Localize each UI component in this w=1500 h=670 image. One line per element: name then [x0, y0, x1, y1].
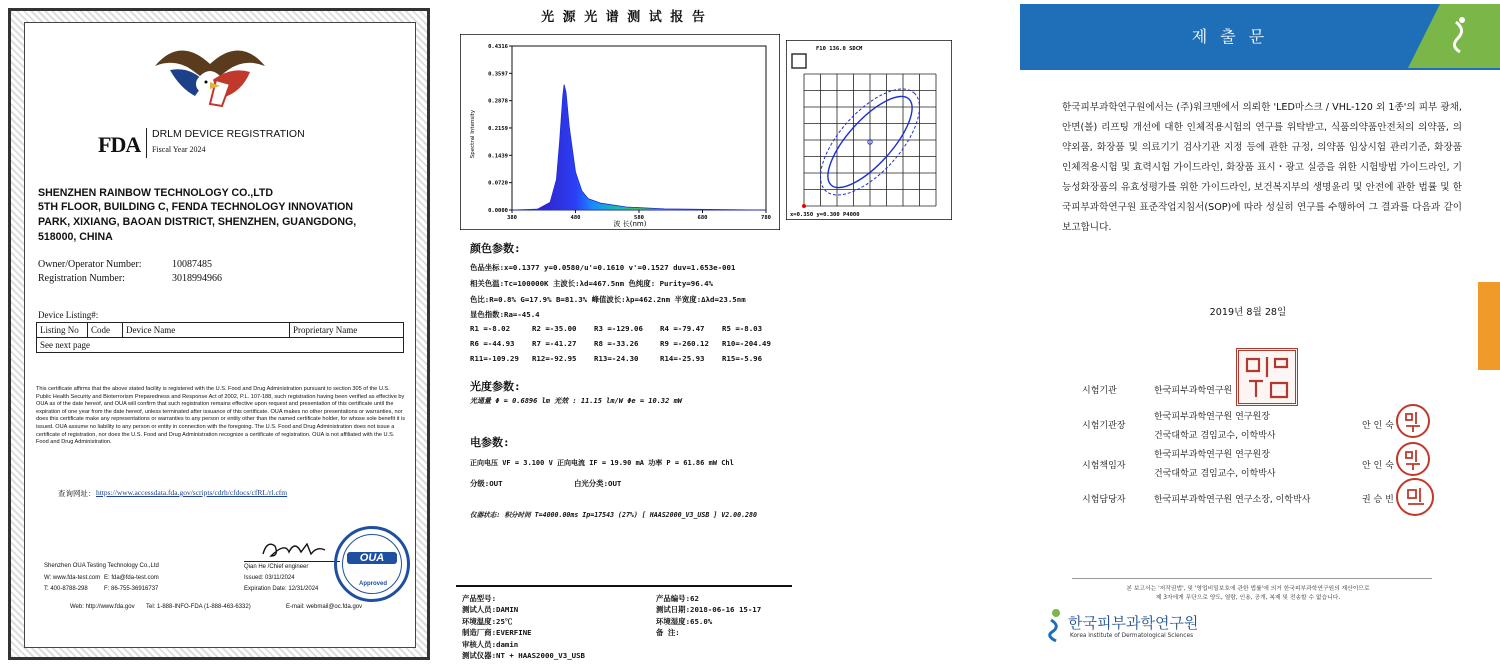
- x-tick-label: 680: [697, 215, 708, 221]
- ri-value: R2 =-35.00: [532, 324, 577, 333]
- signer-name: 안 인 숙: [1362, 461, 1394, 471]
- notice-line: 본 보고서는 '저작권법', 및 '영업비밀보호에 관한 법률'에 의거 한국피부과학연구원의 재산이므로: [1126, 586, 1370, 592]
- device-listing-label: Device Listing#:: [38, 310, 99, 320]
- spectrum-report-panel: [456, 0, 792, 670]
- certificate-title: DRLM DEVICE REGISTRATION: [152, 128, 305, 140]
- cie-frame: [786, 40, 952, 220]
- x-tick-label: 380: [507, 215, 517, 221]
- owner-label: Owner/Operator Number:: [38, 259, 142, 270]
- x-tick-label: 480: [570, 215, 581, 221]
- footer-field: 审核人员:damin: [462, 639, 519, 649]
- chromaticity-chart: [786, 40, 952, 220]
- report-date: 2019년 8월 28일: [1209, 307, 1287, 318]
- fiscal-year: Fiscal Year 2024: [152, 145, 206, 154]
- ri-value: R7 =-41.27: [532, 339, 577, 348]
- y-tick-label: 0.0720: [488, 180, 508, 187]
- cie-footer: x=0.350 y=0.300 P4000: [790, 212, 860, 218]
- seal-oua-text: OUA: [347, 552, 397, 564]
- institution-seal-icon: [1236, 348, 1298, 406]
- footer-web: Web: http://www.fda.gov: [70, 604, 135, 610]
- eagle-flag-emblem-icon: [150, 36, 270, 116]
- ri-value: R6 =-44.93: [470, 339, 515, 348]
- query-label: 查询网址：: [58, 489, 96, 498]
- notice-line: 제 3자에게 무단으로 양도, 열람, 인용, 공개, 복제 및 전송할 수 없습니다.: [1155, 595, 1341, 601]
- expiration-date: Expiration Date: 12/31/2024: [244, 586, 319, 592]
- signer-name: 권 승 빈: [1362, 495, 1394, 505]
- issuer-tel: T: 400-8788-298: [44, 586, 88, 592]
- spectrum-chart: [460, 34, 780, 230]
- cie-header: F10 136.0 SDCM: [816, 46, 863, 52]
- ri-value: R1 =-8.02: [470, 324, 511, 333]
- row-line: 건국대학교 겸임교수, 이학박사: [1154, 431, 1276, 441]
- footer-field: 产品型号:: [462, 594, 497, 603]
- footer-field: 产品编号:62: [656, 594, 699, 603]
- issuer-email: E: fda@fda-test.com: [104, 575, 159, 581]
- logo-korean: 한국피부과학연구원: [1068, 614, 1199, 632]
- ri-index-grid: [470, 324, 790, 369]
- color-line: 显色指数:Ra=-45.4: [470, 310, 540, 319]
- color-line: 相关色温:Tc=100000K 主波长:λd=467.5nm 色纯度: Purity=96.4%: [470, 279, 713, 288]
- row-label: 시험기관장: [1082, 421, 1126, 431]
- table-header: Proprietary Name: [290, 323, 404, 338]
- table-row: [37, 338, 404, 353]
- color-line: 色品坐标:x=0.1377 y=0.0580/u'=0.1610 v'=0.1527 duv=1.653e-001: [470, 263, 736, 272]
- y-tick-label: 0.2878: [488, 98, 508, 105]
- legal-text: This certificate affirms that the above stated facility is registered with the U.S. Food and Drug Administration pursuant to section 305 of the U.S. Public Health Security and Bioterrorism Preparedness and Response Act of 2002, P.L. 107-188, such registration having been verified as effective by OUA as of the date hereof, and OUA will confirm that such registration remains effective upon request and presentation of this certificate until the expiration of one year from the date hereof, unless terminated after issuance of this certificate. OUA makes no other presentations or warranties, nor does this certificate make any representations or warranties to any person or entity other than the named certificate holder, for whose sole benefit it is issued. OUA assume no liability to any person or entity in connection with the foregoing. The U.S. Food and Drug Administration does not issue a certificate of registration, nor does the U.S. Food and Drug Administration recognize a certificate of registration. OUA is not affiliated with the U.S. Food and Drug Administration.: [36, 386, 406, 446]
- header-rule: [1020, 68, 1500, 70]
- color-params-heading: 颜色参数:: [470, 242, 521, 255]
- company-line: PARK, XIXIANG, BAOAN DISTRICT, SHENZHEN, GUANGDONG,: [38, 216, 357, 228]
- chart-frame: [460, 34, 780, 230]
- footer-email: E-mail: webmail@oc.fda.gov: [286, 604, 363, 610]
- footer-left-col: [462, 593, 585, 661]
- registration-value: 3018994966: [172, 273, 222, 284]
- owner-value: 10087485: [172, 259, 212, 270]
- classification-right: 白光分类:OUT: [574, 479, 622, 488]
- logo-english: Korea Institute of Dermatological Sciences: [1070, 633, 1194, 639]
- fda-certificate-panel: [0, 0, 440, 670]
- table-cell: See next page: [37, 338, 404, 353]
- measured-point: [802, 204, 806, 208]
- notice-rule: [1072, 578, 1432, 579]
- y-tick-label: 0.1439: [488, 153, 508, 160]
- table-header: Listing No: [37, 323, 88, 338]
- fda-logo: FDA: [98, 132, 141, 157]
- registration-label: Registration Number:: [38, 273, 125, 284]
- korean-report-panel: [1018, 0, 1500, 670]
- color-line: 色比:R=0.8% G=17.9% B=81.3% 峰值波长:λp=462.2nm 半宽度:Δλd=23.5nm: [470, 295, 746, 304]
- query-url-link[interactable]: https://www.accessdata.fda.gov/scripts/cdrh/cfdocs/cfRL/rl.cfm: [96, 488, 288, 497]
- footer-right-col: [656, 593, 761, 639]
- issuer-fax: F: 86-755-36916737: [104, 586, 159, 592]
- ri-value: R15=-5.96: [722, 354, 763, 363]
- footer-field: 备 注:: [656, 628, 680, 638]
- row-line: 한국피부과학연구원 연구소장, 이학박사: [1154, 495, 1311, 505]
- ri-value: R11=-109.29: [470, 354, 519, 363]
- ri-value: R14=-25.93: [660, 354, 705, 363]
- footer-field: 环境温度:25℃: [462, 616, 513, 626]
- report-title: 光 源 光 谱 测 试 报 告: [541, 10, 707, 25]
- footer-field: 测试人员:DAMIN: [462, 605, 519, 615]
- ri-row: [470, 339, 790, 354]
- ri-value: R5 =-8.03: [722, 324, 763, 333]
- institute-logo-icon: [1046, 608, 1066, 642]
- device-listing-table: [36, 322, 404, 353]
- company-line: 5TH FLOOR, BUILDING C, FENDA TECHNOLOGY INNOVATION: [38, 201, 354, 213]
- footer-field: 环境湿度:65.0%: [656, 616, 713, 626]
- ri-value: R4 =-79.47: [660, 324, 705, 333]
- body-text: 한국피부과학연구원에서는 (주)워크맨에서 의뢰한 'LED마스크 / VHL-120 외 1종'의 피부 광채, 안면(볼) 리프팅 개선에 대한 인체적용시험의 연구를 위탁받고, 식품의약품안전처의 의약품, 의약외품, 화장품 및 의료기기 검사기관 지정 등에 관한 규정, 의약품 임상시험 관리기준, 화장품 인체적용시험 및 효력시험 가이드라인, 화장품 표시・광고 실증을 위한 시험방법 가이드라인, 기능성화장품의 유효성평가를 위한 가이드라인, 보건복지부의 생명윤리 및 안전에 관한 법률 및 한국피부과학연구원 표준작업지침서(SOP)에 따라 성실히 연구를 수행하여 그 결과를 다음과 같이 보고합니다.: [1062, 102, 1462, 233]
- photometric-heading: 光度参数:: [470, 380, 521, 393]
- x-tick-label: 780: [761, 215, 771, 221]
- y-tick-label: 0.2159: [488, 125, 508, 132]
- ri-value: R8 =-33.26: [594, 339, 639, 348]
- ri-value: R13=-24.30: [594, 354, 639, 363]
- electrical-line: 正向电压 VF = 3.100 V 正向电流 IF = 19.90 mA 功率 P = 61.86 mW Chl: [470, 459, 734, 467]
- row-line: 한국피부과학연구원 연구원장: [1154, 412, 1270, 422]
- seal-approved-text: Approved: [358, 581, 387, 587]
- instrument-line: 仪器状态: 积分时间 T=4000.00ms Ip=17543 (27%) [ HAAS2000_V3_USB ] V2.00.280: [470, 511, 757, 519]
- row-line: 한국피부과학연구원 연구원장: [1154, 450, 1270, 460]
- side-tab: [1478, 282, 1500, 370]
- y-axis-label: Spectral Intensity: [470, 109, 476, 159]
- signature-icon: [255, 536, 335, 562]
- header-title: 제 출 문: [1191, 27, 1269, 46]
- name-seal-icon: [1396, 442, 1430, 476]
- signer-name: Qian He /Chief engineer: [244, 564, 309, 570]
- issued-date: Issued: 03/11/2024: [244, 575, 295, 581]
- x-axis-label: 波 长(nm): [613, 220, 647, 228]
- row-line: 한국피부과학연구원: [1154, 386, 1233, 396]
- signer-name: 안 인 숙: [1362, 421, 1394, 431]
- electrical-heading: 电参数:: [470, 436, 510, 449]
- name-seal-icon: [1396, 404, 1430, 438]
- table-header: Device Name: [123, 323, 290, 338]
- company-line: SHENZHEN RAINBOW TECHNOLOGY CO.,LTD: [38, 187, 274, 199]
- ri-row: [470, 324, 790, 339]
- name-seal-icon: [1396, 478, 1434, 516]
- y-tick-label: 0.4316: [488, 44, 508, 50]
- y-tick-label: 0.0000: [488, 208, 508, 214]
- ri-value: R9 =-260.12: [660, 339, 709, 348]
- y-tick-label: 0.3597: [488, 71, 508, 78]
- footer-field: 制造厂商:EVERFINE: [462, 628, 532, 638]
- row-label: 시험책임자: [1082, 461, 1126, 471]
- logo-divider: [146, 128, 147, 158]
- ri-value: R3 =-129.06: [594, 324, 643, 333]
- row-label: 시험기관: [1082, 386, 1117, 396]
- footer-field: 测试日期:2018-06-16 15-17: [656, 605, 762, 615]
- classification-left: 分级:OUT: [470, 479, 503, 488]
- table-header: Code: [88, 323, 123, 338]
- ri-row: [470, 354, 790, 369]
- signature-line: [244, 561, 340, 562]
- table-header-row: [37, 323, 404, 338]
- row-line: 건국대학교 겸임교수, 이학박사: [1154, 469, 1276, 479]
- oua-seal: [334, 526, 410, 602]
- company-line: 518000, CHINA: [38, 231, 113, 243]
- ri-value: R10=-204.49: [722, 339, 771, 348]
- issuer-name: Shenzhen OUA Testing Technology Co.,Ltd: [44, 563, 159, 569]
- issuer-web: W: www.fda-test.com: [44, 575, 101, 581]
- footer-tel: Tel: 1-888-INFO-FDA (1-888-463-6332): [146, 604, 251, 610]
- x-tick-label: 580: [634, 215, 644, 221]
- report-footer: [456, 585, 792, 661]
- row-label: 시험담당자: [1082, 495, 1126, 505]
- ri-value: R12=-92.95: [532, 354, 577, 363]
- photometric-line: 光通量 Φ = 0.6896 lm 光效 : 11.15 lm/W Φe = 10.32 mW: [470, 397, 683, 405]
- footer-field: 测试仪器:NT + HAAS2000_V3_USB: [462, 651, 586, 661]
